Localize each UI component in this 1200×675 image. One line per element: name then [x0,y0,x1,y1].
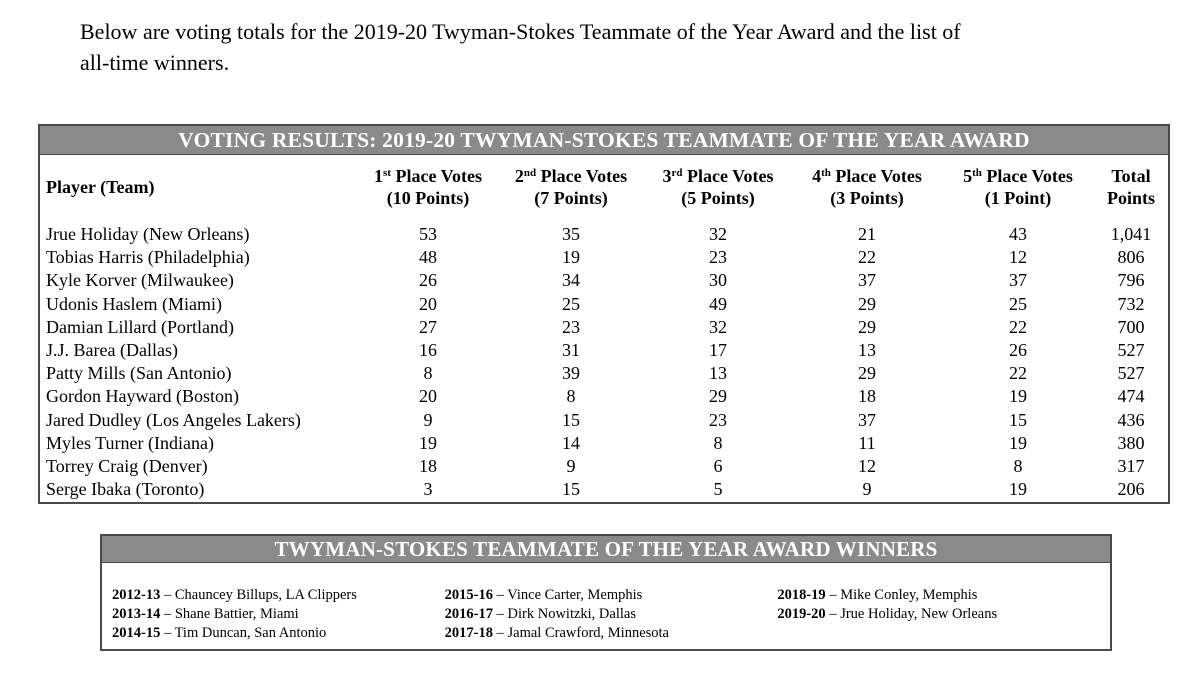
winners-column [445,586,778,643]
second-place-votes-cell: 23 [562,316,580,337]
fourth-place-votes-cell: 13 [858,340,876,361]
first-place-votes-cell: 19 [419,432,437,453]
table-row [40,362,1168,385]
fourth-place-votes-cell: 29 [858,363,876,384]
fourth-place-votes-cell: 37 [858,409,876,430]
first-place-votes-cell: 18 [419,456,437,477]
fourth-place-votes-cell: 21 [858,224,876,244]
intro-line-1: Below are voting totals for the 2019-20 Twyman-Stokes Teammate of the Year Award and the list of [80,19,961,44]
award-winners-box [100,534,1112,651]
fifth-place-votes-cell: 19 [1009,386,1027,407]
header-4th-label: Place Votes [830,166,922,186]
third-place-votes-cell: 23 [709,247,727,268]
third-place-votes-cell: 8 [713,432,723,453]
total-points-cell: 796 [1117,270,1145,291]
winner-season: 2012-13 [112,587,161,603]
fifth-place-votes-cell: 19 [1009,479,1027,500]
table-header-row [40,155,1168,223]
first-place-votes-cell: 8 [423,363,433,384]
first-place-votes-cell: 53 [419,224,437,244]
list-item [777,586,1110,605]
header-5th-points: (1 Point) [984,188,1052,208]
header-1st-label: Place Votes [390,166,482,186]
player-cell: Jared Dudley (Los Angeles Lakers) [46,409,301,430]
table-row [40,385,1168,408]
table-row [40,316,1168,339]
total-points-cell: 1,041 [1110,224,1152,244]
third-place-votes-cell: 23 [709,409,727,430]
list-item [112,624,445,643]
list-item [112,586,445,605]
header-3rd-place [644,155,792,223]
fifth-place-votes-cell: 37 [1009,270,1027,291]
total-points-cell: 436 [1117,409,1145,430]
total-points-cell: 527 [1117,363,1145,384]
header-3rd-suffix: rd [671,167,683,179]
second-place-votes-cell: 31 [562,340,580,361]
total-points-cell: 527 [1117,340,1145,361]
second-place-votes-cell: 15 [562,409,580,430]
winners-column [777,586,1110,643]
list-item [445,586,778,605]
header-1st-num: 1 [374,166,384,186]
total-points-cell: 380 [1117,432,1145,453]
voting-results-table [40,155,1168,501]
list-item [777,605,1110,624]
header-3rd-label: Place Votes [682,166,774,186]
winner-name: – Tim Duncan, San Antonio [160,625,327,641]
winner-name: – Mike Conley, Memphis [825,587,978,603]
table-row [40,409,1168,432]
player-cell: Damian Lillard (Portland) [46,316,234,337]
list-item [445,605,778,624]
player-cell: Tobias Harris (Philadelphia) [46,247,250,268]
table-row [40,455,1168,478]
table-row [40,432,1168,455]
second-place-votes-cell: 9 [566,456,576,477]
third-place-votes-cell: 6 [713,456,723,477]
winner-name: – Vince Carter, Memphis [493,587,643,603]
header-4th-suffix: th [821,167,831,179]
winner-name: – Dirk Nowitzki, Dallas [493,606,636,622]
list-item [112,605,445,624]
second-place-votes-cell: 8 [566,386,576,407]
third-place-votes-cell: 49 [709,293,727,314]
player-cell: Gordon Hayward (Boston) [46,386,239,407]
header-4th-place [792,155,942,223]
table-row [40,223,1168,246]
second-place-votes-cell: 35 [562,224,580,244]
player-cell: Kyle Korver (Milwaukee) [46,270,234,291]
winner-name: – Chauncey Billups, LA Clippers [160,587,357,603]
winners-column [112,586,445,643]
list-item [445,624,778,643]
player-cell: J.J. Barea (Dallas) [46,340,178,361]
first-place-votes-cell: 26 [419,270,437,291]
header-1st-suffix: st [383,167,391,179]
fourth-place-votes-cell: 18 [858,386,876,407]
table-row [40,339,1168,362]
winner-season: 2019-20 [777,606,826,622]
fifth-place-votes-cell: 15 [1009,409,1027,430]
fifth-place-votes-cell: 26 [1009,340,1027,361]
header-2nd-place [498,155,644,223]
table-row [40,269,1168,292]
second-place-votes-cell: 34 [562,270,580,291]
fourth-place-votes-cell: 22 [858,247,876,268]
voting-results-box [38,124,1170,504]
fifth-place-votes-cell: 22 [1009,363,1027,384]
total-points-cell: 474 [1117,386,1145,407]
total-points-cell: 700 [1117,316,1145,337]
header-total-points [1094,155,1168,223]
winner-season: 2015-16 [444,587,494,603]
first-place-votes-cell: 9 [423,409,433,430]
winner-name: – Jamal Crawford, Minnesota [493,625,669,641]
first-place-votes-cell: 48 [419,247,437,268]
fourth-place-votes-cell: 29 [858,293,876,314]
player-cell: Torrey Craig (Denver) [46,456,208,477]
table-body [40,223,1168,501]
header-1st-points: (10 Points) [386,188,470,208]
header-3rd-points: (5 Points) [681,188,755,208]
winner-season: 2014-15 [112,625,161,641]
table-row [40,246,1168,269]
total-points-cell: 732 [1117,293,1145,314]
fifth-place-votes-cell: 25 [1009,293,1027,314]
total-points-cell: 206 [1117,479,1145,500]
header-5th-place [942,155,1094,223]
table-row [40,293,1168,316]
fifth-place-votes-cell: 22 [1009,316,1027,337]
third-place-votes-cell: 5 [713,479,723,500]
fifth-place-votes-cell: 43 [1009,224,1027,244]
winner-season: 2017-18 [444,625,494,641]
header-total-bottom: Points [1106,188,1155,208]
total-points-cell: 806 [1117,247,1145,268]
second-place-votes-cell: 19 [562,247,580,268]
header-5th-suffix: th [972,167,982,179]
fourth-place-votes-cell: 12 [858,456,876,477]
third-place-votes-cell: 30 [709,270,727,291]
winner-name: – Jrue Holiday, New Orleans [825,606,998,622]
first-place-votes-cell: 20 [419,386,437,407]
winner-season: 2013-14 [112,606,161,622]
third-place-votes-cell: 17 [709,340,727,361]
third-place-votes-cell: 13 [709,363,727,384]
header-5th-num: 5 [963,166,973,186]
table-row [40,478,1168,501]
player-cell: Myles Turner (Indiana) [46,432,214,453]
player-cell: Jrue Holiday (New Orleans) [46,224,250,244]
fourth-place-votes-cell: 37 [858,270,876,291]
fourth-place-votes-cell: 9 [862,479,872,500]
header-2nd-label: Place Votes [536,166,628,186]
header-4th-num: 4 [812,166,822,186]
second-place-votes-cell: 15 [562,479,580,500]
header-5th-label: Place Votes [981,166,1073,186]
winner-season: 2018-19 [777,587,826,603]
player-cell: Patty Mills (San Antonio) [46,363,232,384]
second-place-votes-cell: 25 [562,293,580,314]
first-place-votes-cell: 20 [419,293,437,314]
player-cell: Udonis Haslem (Miami) [46,293,222,314]
fourth-place-votes-cell: 11 [858,432,876,453]
header-player: Player (Team) [46,177,155,197]
winner-name: – Shane Battier, Miami [160,606,299,622]
header-2nd-points: (7 Points) [534,188,608,208]
third-place-votes-cell: 29 [709,386,727,407]
fourth-place-votes-cell: 29 [858,316,876,337]
first-place-votes-cell: 3 [423,479,433,500]
voting-results-title: VOTING RESULTS: 2019-20 TWYMAN-STOKES TEAMMATE OF THE YEAR AWARD [40,126,1168,155]
award-winners-list [102,563,1110,643]
first-place-votes-cell: 27 [419,316,437,337]
third-place-votes-cell: 32 [709,224,727,244]
fifth-place-votes-cell: 19 [1009,432,1027,453]
intro-text [80,16,1130,78]
award-winners-title: TWYMAN-STOKES TEAMMATE OF THE YEAR AWARD WINNERS [102,536,1110,563]
second-place-votes-cell: 14 [562,432,580,453]
header-3rd-num: 3 [662,166,672,186]
header-1st-place [358,155,498,223]
intro-line-2: all-time winners. [80,50,230,75]
first-place-votes-cell: 16 [419,340,437,361]
second-place-votes-cell: 39 [562,363,580,384]
third-place-votes-cell: 32 [709,316,727,337]
header-2nd-num: 2 [514,166,524,186]
header-total-top: Total [1111,166,1151,186]
player-cell: Serge Ibaka (Toronto) [46,479,205,500]
fifth-place-votes-cell: 8 [1013,456,1023,477]
total-points-cell: 317 [1117,456,1145,477]
fifth-place-votes-cell: 12 [1009,247,1027,268]
header-4th-points: (3 Points) [830,188,904,208]
winner-season: 2016-17 [444,606,494,622]
header-2nd-suffix: nd [523,167,537,179]
